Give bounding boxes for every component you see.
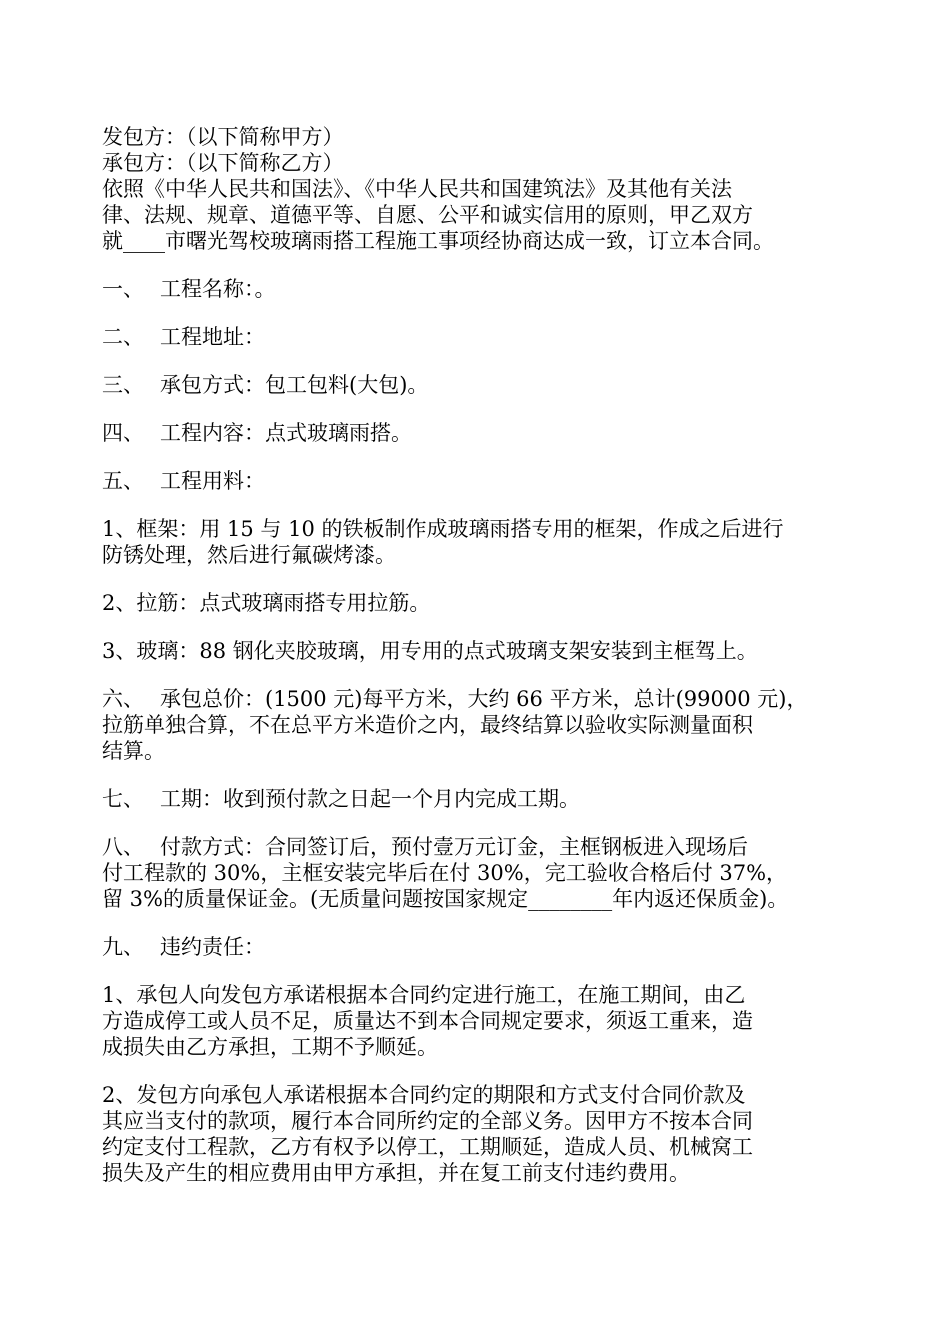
spacer: [102, 764, 862, 786]
section-number: 八、: [102, 835, 144, 859]
section-number: 五、: [102, 469, 144, 493]
section-liability: [102, 934, 862, 960]
spacer: [102, 446, 862, 468]
section-number: 九、: [102, 935, 144, 959]
liability-contractor-line: 成损失由乙方承担，工期不予顺延。: [102, 1035, 438, 1059]
spacer: [102, 812, 862, 834]
spacer: [102, 616, 862, 638]
spacer: [102, 1060, 862, 1082]
section-number: 六、: [102, 687, 144, 711]
liability-contractor-line: 方造成停工或人员不足，质量达不到本合同规定要求，须返工重来，造: [102, 1009, 753, 1033]
spacer: [102, 398, 862, 420]
spacer: [102, 960, 862, 982]
section-text: 工程用料：: [160, 469, 265, 493]
section-text: 工程名称：。: [160, 277, 276, 301]
intro-line: 律、法规、规章、道德平等、自愿、公平和诚实信用的原则，甲乙双方: [102, 203, 753, 227]
intro-line: 依照《中华人民共和国法》、《中华人民共和国建筑法》及其他有关法: [102, 177, 732, 201]
material-frame-line: 防锈处理，然后进行氟碳烤漆。: [102, 543, 396, 567]
price-continuation-line: 拉筋单独合算，不在总平方米造价之内，最终结算以验收实际测量面积: [102, 713, 753, 737]
payment-continuation-line: 付工程款的 30%，主框安装完毕后在付 30%，完工验收合格后付 37%，: [102, 861, 788, 885]
section-project-name: [102, 276, 862, 302]
party-b-line: 承包方：（以下简称乙方）: [102, 151, 344, 175]
section-text: 工程内容：点式玻璃雨搭。: [160, 421, 412, 445]
section-text: 承包总价：(1500 元)每平方米，大约 66 平方米，总计(99000 元)，: [160, 687, 808, 711]
section-materials: [102, 468, 862, 494]
spacer: [102, 350, 862, 372]
material-tendon-line: 2、拉筋：点式玻璃雨搭专用拉筋。: [102, 591, 431, 615]
spacer: [102, 912, 862, 934]
section-number: 一、: [102, 277, 144, 301]
section-text: 付款方式：合同签订后，预付壹万元订金，主框钢板进入现场后: [160, 835, 748, 859]
section-text: 工期：收到预付款之日起一个月内完成工期。: [160, 787, 580, 811]
section-number: 四、: [102, 421, 144, 445]
liability-client-line: 2、发包方向承包人承诺根据本合同约定的期限和方式支付合同价款及: [102, 1083, 746, 1107]
spacer: [102, 254, 862, 276]
liability-contractor-line: 1、承包人向发包方承诺根据本合同约定进行施工，在施工期间，由乙: [102, 983, 746, 1007]
section-text: 违约责任：: [160, 935, 265, 959]
section-text: 承包方式：包工包料(大包)。: [160, 373, 429, 397]
section-text: 工程地址：: [160, 325, 265, 349]
section-schedule: [102, 786, 862, 812]
section-contract-method: [102, 372, 862, 398]
spacer: [102, 664, 862, 686]
intro-line: 就____市曙光驾校玻璃雨搭工程施工事项经协商达成一致，订立本合同。: [102, 229, 774, 253]
section-number: 三、: [102, 373, 144, 397]
section-project-address: [102, 324, 862, 350]
liability-client-line: 约定支付工程款，乙方有权予以停工，工期顺延，造成人员、机械窝工: [102, 1135, 753, 1159]
spacer: [102, 302, 862, 324]
section-number: 七、: [102, 787, 144, 811]
spacer: [102, 494, 862, 516]
material-frame-line: 1、框架：用 15 与 10 的铁板制作成玻璃雨搭专用的框架，作成之后进行: [102, 517, 784, 541]
liability-client-line: 其应当支付的款项，履行本合同所约定的全部义务。因甲方不按本合同: [102, 1109, 753, 1133]
party-a-line: 发包方：（以下简称甲方）: [102, 125, 344, 149]
section-number: 二、: [102, 325, 144, 349]
contract-body: [102, 124, 862, 1186]
section-project-content: [102, 420, 862, 446]
price-continuation-line: 结算。: [102, 739, 165, 763]
section-total-price: [102, 686, 862, 712]
spacer: [102, 568, 862, 590]
payment-continuation-line: 留 3%的质量保证金。(无质量问题按国家规定________年内返还保质金)。: [102, 887, 789, 911]
material-glass-line: 3、玻璃：88 钢化夹胶玻璃，用专用的点式玻璃支架安装到主框驾上。: [102, 639, 758, 663]
section-payment: [102, 834, 862, 860]
liability-client-line: 损失及产生的相应费用由甲方承担，并在复工前支付违约费用。: [102, 1161, 690, 1185]
